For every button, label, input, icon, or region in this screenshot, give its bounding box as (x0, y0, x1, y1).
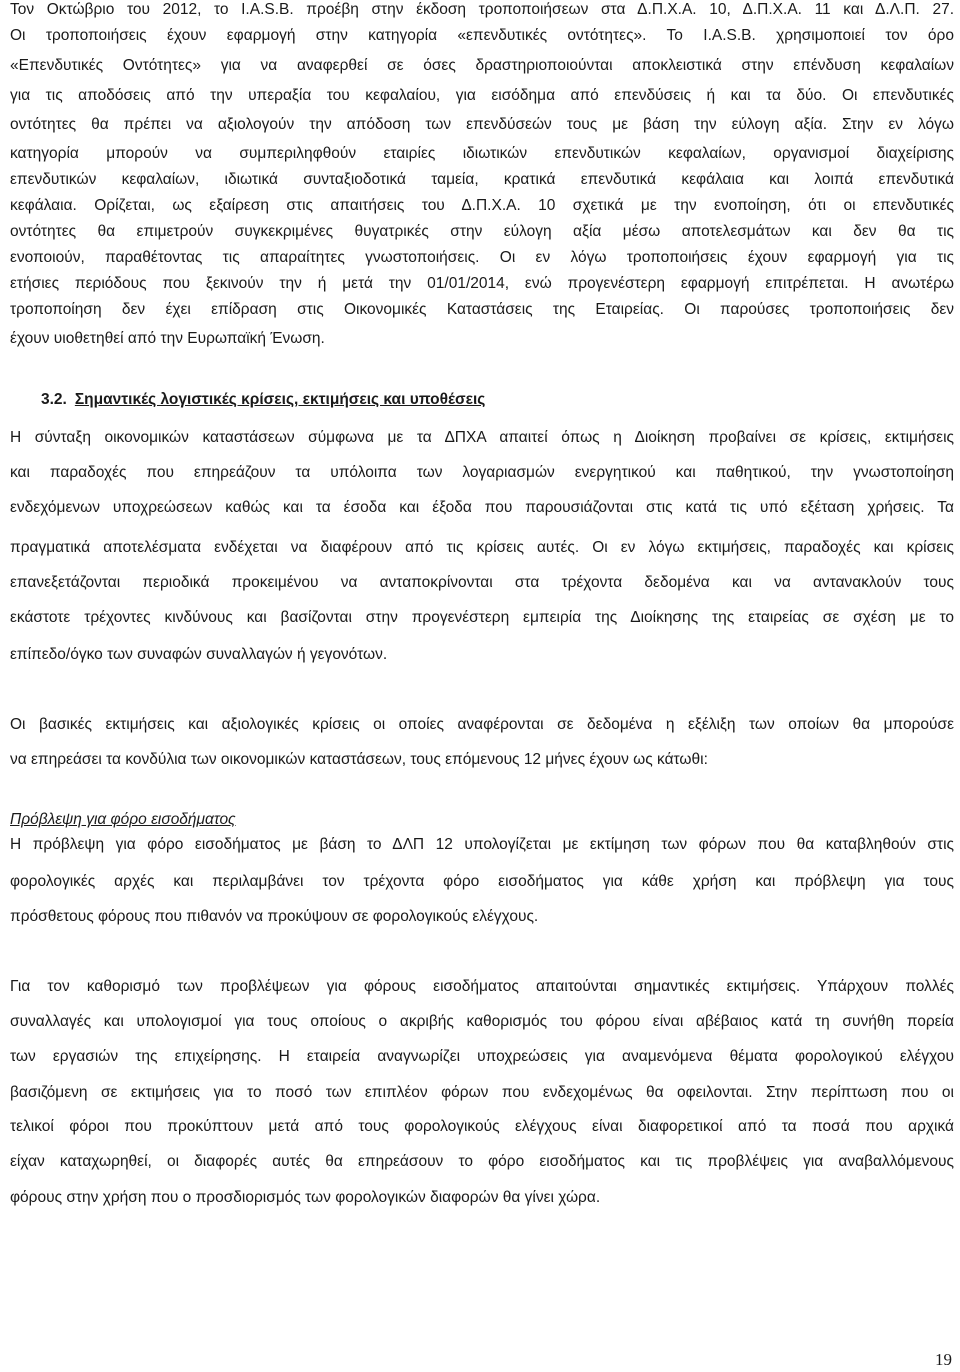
text-line: οντότητες θα πρέπει να αξιολογούν την απόδοση των επενδύσεών τους με βάση την εύλογη αξία. Στην εν λόγω (10, 116, 954, 133)
text-line: οντότητες θα επιμετρούν συγκεκριμένες θυγατρικές στην εύλογη αξία μέσω αποτελεσμάτων και δεν θα τις (10, 223, 954, 240)
text-line: είχαν καταχωρηθεί, οι διαφορές αυτές θα επηρεάσουν το φόρο εισοδήματος και τις προβλέψεις για αναβαλλόμενους (10, 1153, 954, 1170)
section-heading (41, 390, 485, 410)
text-line: κεφάλαια. Ορίζεται, ως εξαίρεση στις απαιτήσεις του Δ.Π.Χ.Α. 10 σχετικά με την ενοποίηση, ότι οι επενδυτικές (10, 197, 954, 214)
text-line: φόρους στην χρήση που ο προσδιορισμός των φορολογικών διαφορών θα γίνει χώρα. (10, 1189, 601, 1206)
text-line: να επηρεάσει τα κονδύλια των οικονομικών καταστάσεων, τους επόμενους 12 μήνες έχουν ως κάτωθι: (10, 751, 708, 768)
text-line: συναλλαγές και υπολογισμοί για τους οποίους ο ακριβής καθορισμός του φόρου είναι αβέβαιος κατά τη συνήθη πορεία (10, 1013, 954, 1030)
text-line: και παραδοχές που επηρεάζουν τα υπόλοιπα των λογαριασμών ενεργητικού και παθητικού, την γνωστοποίηση (10, 464, 954, 481)
section-title: Σημαντικές λογιστικές κρίσεις, εκτιμήσεις και υποθέσεις (74, 391, 486, 408)
text-line: βασιζόμενη σε εκτιμήσεις για το ποσό των επιπλέον φόρων που ενδεχομένως θα οφειλονται. Στην περίπτωση που οι (10, 1084, 954, 1101)
text-line: πραγματικά αποτελέσματα ενδέχεται να διαφέρουν από τις κρίσεις αυτές. Οι εν λόγω εκτιμήσεις, παραδοχές και κρίσεις (10, 539, 954, 556)
text-line: επενδυτικών κεφαλαίων, ιδιωτικά συνταξιοδοτικά ταμεία, κρατικά επενδυτικά κεφάλαια και λοιπά επενδυτικά (10, 171, 954, 188)
text-line: για τις αποδόσεις από την υπεραξία του κεφαλαίου, για εισόδημα από επενδύσεις ή και τα δύο. Οι επενδυτικές (10, 87, 954, 104)
text-line: ενοποιούν, παραθέτοντας τις απαραίτητες γνωστοποιήσεις. Οι εν λόγω τροποποιήσεις έχουν εφαρμογή για τις (10, 249, 954, 266)
text-line: τροποποίηση δεν έχει επίδραση στις Οικονομικές Καταστάσεις της Εταιρείας. Οι παρούσες τροποποιήσεις δεν (10, 301, 954, 318)
text-line: Τον Οκτώβριο του 2012, το I.A.S.B. προέβη στην έκδοση τροποποιήσεων στα Δ.Π.Χ.Α. 10, Δ.Π.Χ.Α. 11 και Δ.Λ.Π. 27. (10, 1, 954, 18)
section-number: 3.2. (41, 391, 67, 408)
page-number: 19 (935, 1350, 952, 1369)
text-line: Οι βασικές εκτιμήσεις και αξιολογικές κρίσεις οι οποίες αναφέρονται σε δεδομένα η εξέλιξη των οποίων θα μπορούσε (10, 716, 954, 733)
text-line: Για τον καθορισμό των προβλέψεων για φόρους εισοδήματος απαιτούνται σημαντικές εκτιμήσεις. Υπάρχουν πολλές (10, 978, 954, 995)
text-line: πρόσθετους φόρους που πιθανόν να προκύψουν σε φορολογικούς ελέγχους. (10, 908, 539, 925)
text-line: Οι τροποποιήσεις έχουν εφαρμογή στην κατηγορία «επενδυτικές οντότητες». Το I.A.S.B. χρησιμοποιεί τον όρο (10, 27, 954, 44)
text-line: των εργασιών της επιχείρησης. Η εταιρεία αναγνωρίζει υποχρεώσεις για αναμενόμενα θέματα φορολογικού ελέγχου (10, 1048, 954, 1065)
text-line: ενδεχόμενων υποχρεώσεων καθώς και τα έσοδα και έξοδα που παρουσιάζονται στις κατά τις υπό εξέταση χρήσεις. Τα (10, 499, 954, 516)
text-line: τελικοί φόροι που προκύπτουν μετά από τους φορολογικούς ελέγχους είναι διαφορετικοί από τα ποσά που αρχικά (10, 1118, 954, 1135)
subheading-income-tax: Πρόβλεψη για φόρο εισοδήματος (10, 811, 236, 828)
text-line: κατηγορία μπορούν να συμπεριληφθούν εταιρίες ιδιωτικών επενδυτικών κεφαλαίων, οργανισμοί διαχείρισης (10, 145, 954, 162)
text-line: Η πρόβλεψη για φόρο εισοδήματος με βάση το ΔΛΠ 12 υπολογίζεται με εκτίμηση των φόρων που θα καταβληθούν στις (10, 836, 954, 853)
text-line: ετήσιες περιόδους που ξεκινούν την ή μετά την 01/01/2014, ενώ προγενέστερη εφαρμογή επιτρέπεται. Η ανωτέρω (10, 275, 954, 292)
text-line: εκάστοτε τρέχοντες κινδύνους και βασίζονται στην προγενέστερη εμπειρία της Διοίκησης της εταιρείας σε σχέση με το (10, 609, 954, 626)
text-line: έχουν υιοθετηθεί από την Ευρωπαϊκή Ένωση. (10, 330, 325, 347)
text-line: επανεξετάζονται περιοδικά προκειμένου να ανταποκρίνονται στα τρέχοντα δεδομένα και να αντανακλούν τους (10, 574, 954, 591)
text-line: φορολογικές αρχές και περιλαμβάνει τον τρέχοντα φόρο εισοδήματος για κάθε χρήση και πρόβλεψη για τους (10, 873, 954, 890)
text-line: «Επενδυτικές Οντότητες» για να αναφερθεί σε όσες δραστηριοποιούνται αποκλειστικά στην επένδυση κεφαλαίων (10, 57, 954, 74)
text-line: Η σύνταξη οικονομικών καταστάσεων σύμφωνα με τα ΔΠΧΑ απαιτεί όπως η Διοίκηση προβαίνει σε κρίσεις, εκτιμήσεις (10, 429, 954, 446)
text-line: επίπεδο/όγκο των συναφών συναλλαγών ή γεγονότων. (10, 646, 388, 663)
